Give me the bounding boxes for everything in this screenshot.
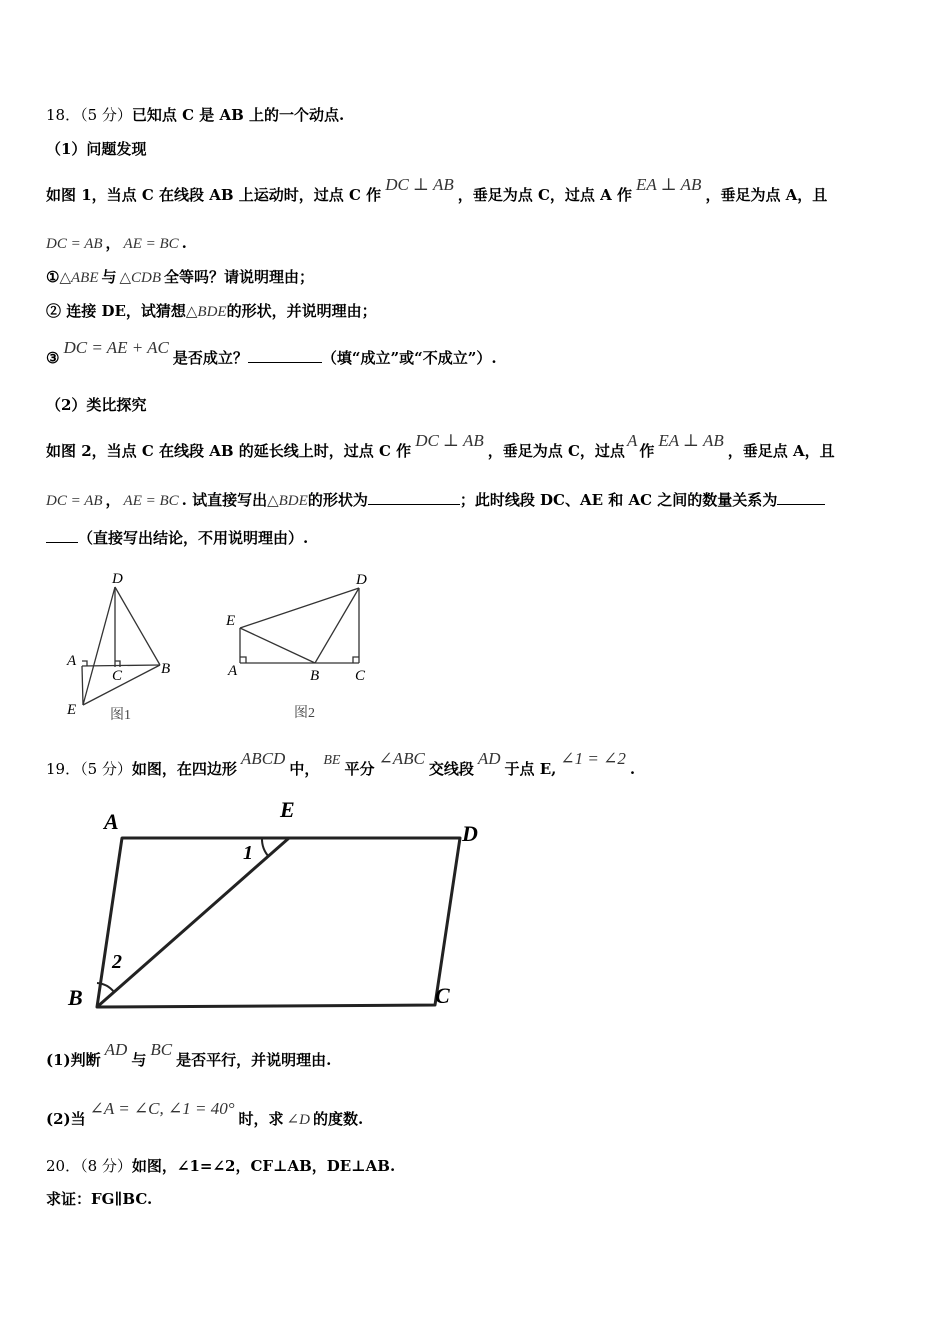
q18-sub1: ①△ABE 与 △CDB 全等吗？请说明理由； [46,268,315,286]
q18-stem: 18．（5 分）已知点 C 是 AB 上的一个动点. [46,106,345,124]
q18-part1-title: （1）问题发现 [46,140,147,158]
q19-label-c: C [435,983,450,1008]
fig1-label-b: B [161,661,171,677]
fig1-label-e: E [67,702,77,718]
q19-stem: 19．（5 分）如图，在四边形ABCD中， BE 平分∠ABC交线段AD于点 E,∠1 = ∠2. [46,749,636,778]
fig2-label-b: B [310,668,320,684]
fig2-caption: 图2 [294,706,315,721]
fig1-label-c: C [112,668,123,684]
q18-part2-text: 如图 2，当点 C 在线段 AB 的延长线上时，过点 C 作DC ⊥ AB，垂足为点 C，过点A作EA ⊥ AB，垂足点 A，且 [46,431,835,460]
fig2-label-a: A [228,663,238,679]
figure-q19 [62,795,492,1020]
q19-label-e: E [280,797,295,822]
q18-part1-conditions: DC = AB ， AE = BC . [46,234,187,252]
answer-blank-3-cont[interactable] [46,528,78,543]
fig1-label-a: A [67,653,77,669]
q18-sub2: ② 连接 DE，试猜想△BDE的形状，并说明理由； [46,302,377,320]
q18-part1-text: 如图 1，当点 C 在线段 AB 上运动时，过点 C 作DC ⊥ AB，垂足为点 C，过点 A 作EA ⊥ AB，垂足为点 A，且 [46,175,828,204]
q18-sub3: ③DC = AE + AC是否成立？ （填“成立”或“不成立”）. [46,338,497,367]
fig2-label-c: C [355,668,366,684]
fig2-label-d: D [356,572,367,588]
figure-1 [58,565,198,725]
q18-part2-title: （2）类比探究 [46,396,147,414]
q19-label-d: D [462,821,478,846]
fig1-caption: 图1 [110,708,131,723]
q19-label-a: A [104,809,119,834]
q19-sub1: (1)判断AD与BC是否平行，并说明理由. [46,1040,332,1069]
q19-angle-2: 2 [112,951,122,973]
q20-proof: 求证：FG∥BC. [46,1190,153,1208]
q20-stem: 20．（8 分）如图，∠1=∠2，CF⊥AB，DE⊥AB. [46,1157,396,1175]
q19-angle-1: 1 [243,842,253,864]
figure-2 [222,565,382,725]
q19-label-b: B [68,985,83,1010]
answer-blank-3[interactable] [777,490,825,505]
fig1-label-d: D [112,571,123,587]
q18-part2-conditions: DC = AB ， AE = BC . 试直接写出△BDE的形状为 ；此时线段 DC、AE 和 AC 之间的数量关系为 [46,489,825,510]
answer-blank-2[interactable] [368,490,460,505]
q18-part2-instruction: （直接写出结论，不用说明理由）. [46,527,308,548]
answer-blank-1[interactable] [248,348,322,363]
fig2-label-e: E [226,613,236,629]
q19-sub2: (2)当∠A = ∠C, ∠1 = 40°时，求 ∠D 的度数. [46,1099,364,1128]
